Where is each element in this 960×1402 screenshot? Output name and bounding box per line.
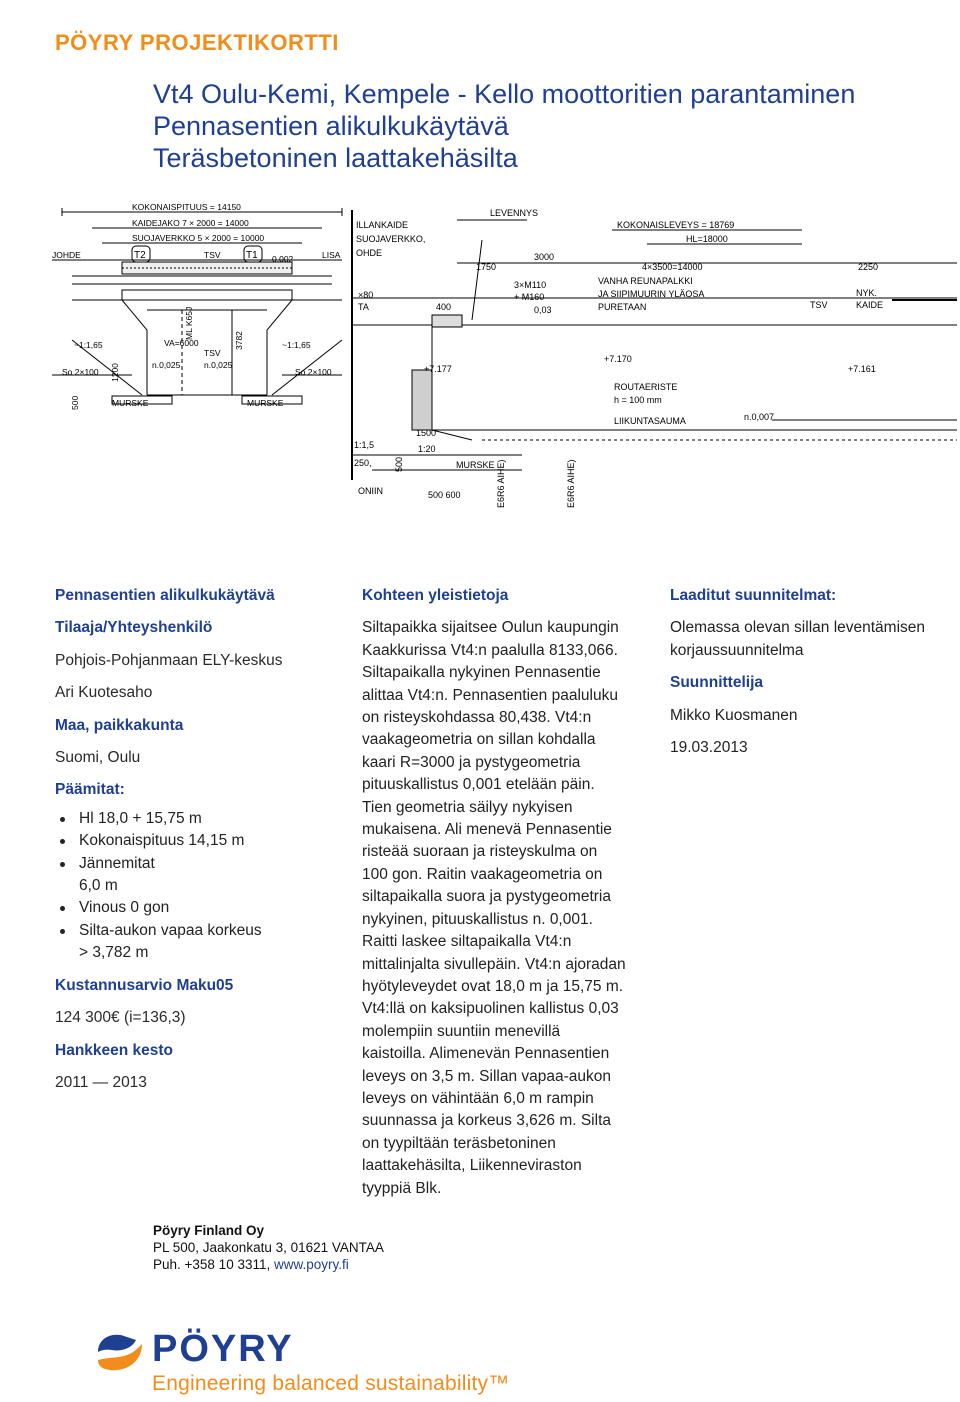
label-500600: 500 600 xyxy=(428,490,461,500)
label-0002: 0.002 xyxy=(272,254,294,264)
label-500: 500 xyxy=(70,395,80,410)
label-n0025a: n.0,025 xyxy=(152,360,181,370)
plan-line-2: korjaussuunnitelma xyxy=(670,641,804,659)
logo-tagline: Engineering balanced sustainability™ xyxy=(152,1372,510,1395)
label-so-right: So 2×100 xyxy=(295,367,332,377)
label-n0007: n.0,007 xyxy=(744,412,775,422)
general-info-heading: Kohteen yleistietoja xyxy=(362,587,509,604)
company-phone: Puh. +358 10 3311, xyxy=(153,1257,274,1272)
info-line: vaakageometria on sillan kohdalla xyxy=(362,731,596,749)
label-115: 1:1,5 xyxy=(354,440,375,450)
elevation-labels xyxy=(52,202,341,410)
info-line: molempiin suuntiin menevillä xyxy=(362,1022,561,1040)
list-item: > 3,782 m xyxy=(79,944,149,962)
list-item: Hl 18,0 + 15,75 m xyxy=(55,808,345,830)
label-1200: 1200 xyxy=(110,363,120,382)
tilaaja-value: Pohjois-Pohjanmaan ELY-keskus xyxy=(55,651,283,669)
label-t2: T2 xyxy=(134,250,146,261)
label-illankaide: ILLANKAIDE xyxy=(356,220,409,230)
title-line-3: Teräsbetoninen laattakehäsilta xyxy=(153,143,518,173)
list-item: Vinous 0 gon xyxy=(55,897,345,919)
info-line: Kaakkurissa Vt4:n paalulla 8133,066. xyxy=(362,641,618,659)
label-tsv: TSV xyxy=(204,250,221,260)
info-line: hyötyleveydet ovat 18,0 m ja 15,75 m. xyxy=(362,977,624,995)
label-murske-right: MURSKE xyxy=(247,398,284,408)
label-slope-left: ~1:1,65 xyxy=(74,340,103,350)
title-line-1: Vt4 Oulu-Kemi, Kempele - Kello moottoritien parantaminen xyxy=(153,79,856,109)
project-details-column xyxy=(55,585,345,1094)
label-murske-left: MURSKE xyxy=(112,398,149,408)
label-500b: 500 xyxy=(394,456,404,472)
label-250: 250, xyxy=(354,458,372,468)
info-line: risteää suoraan ja risteyskulma on xyxy=(362,843,598,861)
label-x80: ×80 xyxy=(358,290,374,300)
label-7177: +7.177 xyxy=(424,364,452,374)
label-tsv-r: TSV xyxy=(810,300,828,310)
label-nyk: NYK. xyxy=(856,288,878,298)
label-m160: + M160 xyxy=(514,292,545,302)
plans-column xyxy=(670,585,955,759)
label-e6r6b: E6R6 AIHE) xyxy=(566,459,576,508)
label-m110: 3×M110 xyxy=(514,280,547,290)
label-so-left: So 2×100 xyxy=(62,367,99,377)
cost-value: 124 300€ (i=136,3) xyxy=(55,1009,186,1027)
info-line: leveys on vähintään 6,0 m rampin xyxy=(362,1089,594,1107)
poyry-mark-icon xyxy=(98,1335,142,1370)
label-oniin: ONIIN xyxy=(358,486,384,496)
label-e6r6a: E6R6 AIHE) xyxy=(496,459,506,508)
label-120: 1:20 xyxy=(418,444,436,454)
duration-label: Hankkeen kesto xyxy=(55,1041,174,1059)
info-line: on risteyskohdassa 80,438. Vt4:n xyxy=(362,709,592,727)
logo-wordmark: PÖYRY xyxy=(152,1328,294,1370)
info-line: Siltapaikka sijaitsee Oulun kaupungin xyxy=(362,619,619,637)
label-t1: T1 xyxy=(246,250,258,261)
info-line: tyyppiä Blk. xyxy=(362,1179,442,1197)
info-line: pituuskallistus 0,001 etelään päin. xyxy=(362,776,595,794)
label-suojaverkko: SUOJAVERKKO 5 × 2000 = 10000 xyxy=(132,233,265,243)
company-footer xyxy=(153,1222,384,1273)
paamitat-label: Päämitat: xyxy=(55,781,125,799)
info-line: leveys on 3,5 m. Sillan vapaa-aukon xyxy=(362,1067,612,1085)
info-line: Siltapaikalla nykyinen Pennasentie xyxy=(362,664,601,682)
label-003: 0,03 xyxy=(534,305,552,315)
date-value: 19.03.2013 xyxy=(670,739,748,757)
label-slope-right: ~1:1,65 xyxy=(282,340,311,350)
info-line: nykyinen, pituuskallistus n. 0,001. xyxy=(362,910,593,928)
label-7170: +7.170 xyxy=(604,354,632,364)
label-kokonaisleveys: KOKONAISLEVEYS = 18769 xyxy=(617,220,735,230)
card-brand-title: PÖYRY PROJEKTIKORTTI xyxy=(55,30,339,55)
info-line: siltapaikalla suora ja pystygeometria xyxy=(362,888,611,906)
plan-line-1: Olemassa olevan sillan leventämisen xyxy=(670,619,926,637)
list-item: Kokonaispituus 14,15 m xyxy=(55,830,345,852)
label-tsv2: TSV xyxy=(204,348,221,358)
label-ohde: OHDE xyxy=(356,248,383,258)
label-3782: 3782 xyxy=(234,331,244,350)
label-kaidejako: KAIDEJAKO 7 × 2000 = 14000 xyxy=(132,218,249,228)
label-n0025b: n.0,025 xyxy=(204,360,233,370)
company-name: Pöyry Finland Oy xyxy=(153,1223,265,1238)
label-1500: 1500 xyxy=(416,428,437,438)
title-line-2: Pennasentien alikulkukäytävä xyxy=(153,111,509,141)
label-4x3500: 4×3500=14000 xyxy=(642,262,703,272)
list-item: 6,0 m xyxy=(79,877,118,895)
general-info-column xyxy=(362,585,662,1200)
info-line: kaari R=3000 ja pystygeometria xyxy=(362,753,581,771)
label-liikunta: LIIKUNTASAUMA xyxy=(614,416,686,426)
bridge-drawings xyxy=(52,200,960,510)
label-routa: ROUTAERISTE xyxy=(614,382,678,392)
tilaaja-label: Tilaaja/Yhteyshenkilö xyxy=(55,619,213,637)
dimensions-list xyxy=(55,808,345,965)
label-lisa: LISA xyxy=(322,250,341,260)
info-line: 100 gon. Raitin vaakageometria on xyxy=(362,865,603,883)
cross-section-drawing xyxy=(352,210,957,480)
label-2250: 2250 xyxy=(858,262,879,272)
info-line: on tyypiltään teräsbetoninen xyxy=(362,1134,556,1152)
info-line: alittaa Vt4:n. Pennasentien paaluluku xyxy=(362,686,618,704)
project-titles xyxy=(153,78,855,174)
list-item: Silta-aukon vapaa korkeus xyxy=(55,920,345,942)
cross-section-labels xyxy=(354,208,883,508)
list-item: Jännemitat xyxy=(55,853,345,875)
label-1750: 1750 xyxy=(476,262,497,272)
label-va: VA=6000 xyxy=(164,338,199,348)
general-info-text xyxy=(362,617,662,1200)
label-suojaverkko-r: SUOJAVERKKO, xyxy=(356,234,426,244)
label-3000: 3000 xyxy=(534,252,555,262)
info-line: Raitti laskee siltapaikalla Vt4:n xyxy=(362,933,572,951)
label-vanha: VANHA REUNAPALKKI xyxy=(598,276,693,286)
designer-value: Mikko Kuosmanen xyxy=(670,706,798,724)
contact-value: Ari Kuotesaho xyxy=(55,684,153,702)
designer-label: Suunnittelija xyxy=(670,674,763,692)
info-line: kaistoilla. Alimenevän Pennasentien xyxy=(362,1045,610,1063)
label-puretaan: PURETAAN xyxy=(598,302,647,312)
label-7161: +7.161 xyxy=(848,364,876,374)
cost-label: Kustannusarvio Maku05 xyxy=(55,976,234,994)
label-kokonaispituus: KOKONAISPITUUS = 14150 xyxy=(132,202,241,212)
project-name-heading: Pennasentien alikulkukäytävä xyxy=(55,587,275,604)
label-ml: ML K65J xyxy=(184,306,194,340)
info-line: laattakehäsilta, Liikenneviraston xyxy=(362,1157,582,1175)
label-siipi: JA SIIPIMUURIN YLÄOSA xyxy=(598,289,705,299)
plans-heading: Laaditut suunnitelmat: xyxy=(670,587,837,604)
info-line: mukaisena. Ali menevä Pennasentie xyxy=(362,821,612,839)
company-address: PL 500, Jaakonkatu 3, 01621 VANTAA xyxy=(153,1240,384,1255)
label-hl: HL=18000 xyxy=(686,234,728,244)
info-line: Vt4:llä on kaksipuolinen kallistus 0,03 xyxy=(362,1000,619,1018)
company-phone-line xyxy=(153,1256,384,1273)
company-url-link[interactable]: www.poyry.fi xyxy=(273,1257,349,1272)
label-johde: JOHDE xyxy=(52,250,81,260)
info-line: Tien geometria säilyy nykyisen xyxy=(362,798,573,816)
info-line: suunnassa ja korkeus 3,626 m. Silta xyxy=(362,1112,611,1130)
label-murske-r: MURSKE xyxy=(456,460,495,470)
label-h100: h = 100 mm xyxy=(614,395,662,405)
location-value: Suomi, Oulu xyxy=(55,749,141,767)
label-levennys: LEVENNYS xyxy=(490,208,539,218)
label-400: 400 xyxy=(436,302,452,312)
label-kaide: KAIDE xyxy=(856,300,884,310)
info-line: mittalinjalta sivullepäin. Vt4:n ajoradan xyxy=(362,955,626,973)
label-ta: TA xyxy=(358,302,369,312)
location-label: Maa, paikkakunta xyxy=(55,716,184,734)
duration-value: 2011 — 2013 xyxy=(55,1073,147,1091)
